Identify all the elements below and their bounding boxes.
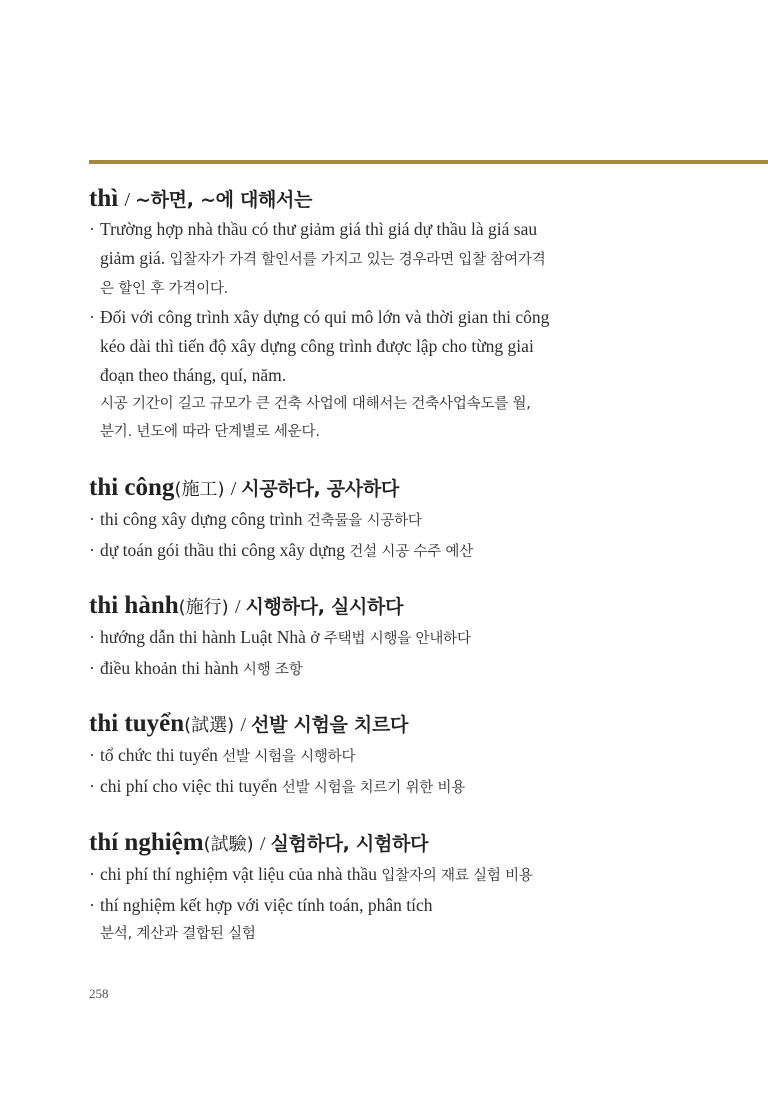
entry-hanja: (試驗) [203,834,254,855]
example-vi: chi phí thí nghiệm vật liệu của nhà thầu [100,864,378,884]
entry-term: thi tuyển [89,710,185,737]
entry-term: thí nghiệm [89,829,204,856]
entry-meaning: ~하면, ~에 대해서는 [135,189,313,211]
example-item: · hướng dẫn thi hành Luật Nhà ở 주택법 시행을 안내하다 [89,627,471,647]
example-vi-line: giảm giá. [100,248,166,268]
example-vi: tổ chức thi tuyển [100,745,218,765]
example-ko-line: 분기. 년도에 따라 단계별로 세운다. [100,424,320,440]
example-ko: 건설 시공 수주 예산 [349,544,474,560]
example-ko: 주택법 시행을 안내하다 [323,631,471,647]
entry-thi-tuyen [89,709,659,803]
entry-hanja: (施工) [174,479,225,500]
entry-thi-cong [89,473,659,567]
example-ko: 선발 시험을 시행하다 [222,749,356,765]
entry-headword: thì / ~하면, ~에 대해서는 [89,185,313,212]
example-item: · Trường hợp nhà thầu có thư giảm giá thì giá dự thầu là giá sau giảm giá. 입찰자가 가격 할인서를 가지고 있는 경우라면 입찰 참여가격 은 할인 후 가격이다. [89,215,659,303]
example-vi-line: Đối với công trình xây dựng có qui mô lớn và thời gian thi công [100,307,550,327]
example-item: · điều khoản thi hành 시행 조항 [89,658,303,678]
example-ko: 시행 조항 [242,662,303,678]
example-ko-line: 시공 기간이 길고 규모가 큰 건축 사업에 대해서는 건축사업속도를 월, [100,396,531,412]
example-vi: thí nghiệm kết hợp với việc tính toán, phân tích [100,895,433,915]
entry-headword: thí nghiệm(試驗) / 실험하다, 시험하다 [89,829,429,856]
example-vi: hướng dẫn thi hành Luật Nhà ở [100,627,320,647]
entry-thi-hanh [89,591,659,685]
entry-headword: thi tuyển(試選) / 선발 시험을 치르다 [89,710,409,737]
example-item: · Đối với công trình xây dựng có qui mô lớn và thời gian thi công kéo dài thì tiến độ xây dựng công trình được lập cho từng giai đoạn theo tháng, quí, năm. 시공 기간이 길고 규모가 큰 건축 사업에 대해서는 건축사업속도를 월, 분기. 년도에 따라 단계별로 세운다. [89,303,659,446]
entry-meaning: 실험하다, 시험하다 [270,833,429,855]
example-item: · chi phí cho việc thi tuyển 선발 시험을 치르기 위한 비용 [89,776,466,796]
example-item: · thi công xây dựng công trình 건축물을 시공하다 [89,509,422,529]
entry-term: thi hành [89,592,179,619]
example-ko: 입찰자의 재료 실험 비용 [381,868,533,884]
example-item: · chi phí thí nghiệm vật liệu của nhà thầu 입찰자의 재료 실험 비용 [89,864,533,884]
example-ko: 선발 시험을 치르기 위한 비용 [281,780,466,796]
entry-meaning: 시공하다, 공사하다 [241,478,399,500]
entry-thi-nghiem [89,828,659,948]
entry-meaning: 시행하다, 실시하다 [245,596,404,618]
entry-hanja: (試選) [184,715,235,736]
example-item: · thí nghiệm kết hợp với việc tính toán, phân tích 분석, 계산과 결합된 실험 [89,891,659,948]
example-ko-line: 입찰자가 가격 할인서를 가지고 있는 경우라면 입찰 참여가격 [169,252,546,268]
example-vi-line: đoạn theo tháng, quí, năm. [100,365,287,385]
header-rule [89,160,768,164]
entry-headword: thi hành(施行) / 시행하다, 실시하다 [89,592,404,619]
example-vi: thi công xây dựng công trình [100,509,303,529]
example-vi: dự toán gói thầu thi công xây dựng [100,540,345,560]
entry-term: thi công [89,474,175,501]
entry-hanja: (施行) [178,597,229,618]
example-vi: điều khoản thi hành [100,658,239,678]
example-vi-line: Trường hợp nhà thầu có thư giảm giá thì giá dự thầu là giá sau [100,219,538,239]
entry-headword: thi công(施工) / 시공하다, 공사하다 [89,474,399,501]
example-ko: 분석, 계산과 결합된 실험 [100,926,256,942]
entry-term: thì [89,185,119,212]
example-ko: 건축물을 시공하다 [306,513,422,529]
page-number: 258 [89,986,109,1001]
entry-thi [89,184,659,446]
example-vi: chi phí cho việc thi tuyển [100,776,278,796]
example-ko-line: 은 할인 후 가격이다. [100,281,229,297]
example-item: · dự toán gói thầu thi công xây dựng 건설 시공 수주 예산 [89,540,474,560]
example-item: · tổ chức thi tuyển 선발 시험을 시행하다 [89,745,356,765]
entry-meaning: 선발 시험을 치르다 [251,714,409,736]
example-vi-line: kéo dài thì tiến độ xây dựng công trình được lập cho từng giai [100,336,534,356]
